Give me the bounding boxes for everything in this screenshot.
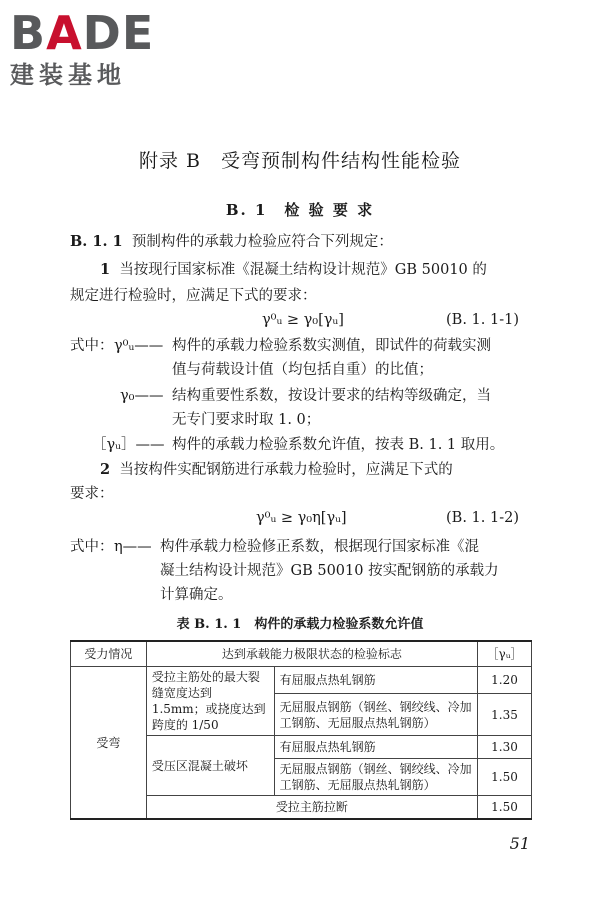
force-case-cell: 受弯 xyxy=(71,667,147,820)
allowed-coefficient-table xyxy=(70,640,532,820)
table-row xyxy=(71,667,532,694)
definition-eta-line2: 凝土结构设计规范》GB 50010 按实配钢筋的承载力 xyxy=(160,563,499,579)
equation-number-2: (B. 1. 1-2) xyxy=(446,510,519,526)
formula-2: γ⁰ᵤ ≥ γ₀η[γᵤ] xyxy=(256,510,347,526)
where2-label: 式中： xyxy=(70,539,114,555)
value-cell: 1.50 xyxy=(478,759,532,796)
definition-gamma-0-line1: 结构重要性系数，按设计要求的结构等级确定，当 xyxy=(172,388,491,404)
brand-logo xyxy=(10,8,180,90)
header-gamma-u: ［γᵤ］ xyxy=(478,641,532,667)
steel-type-cell: 有屈服点热轧钢筋 xyxy=(274,667,477,694)
item1-text: 当按现行国家标准《混凝土结构设计规范》GB 50010 的 xyxy=(119,262,487,278)
where1-label: 式中： xyxy=(70,338,114,354)
item2-line1 xyxy=(100,460,453,480)
header-force-case: 受力情况 xyxy=(71,641,147,667)
steel-type-cell: 无屈服点钢筋（钢丝、钢绞线、冷加工钢筋、无屈服点热轧钢筋） xyxy=(274,694,477,736)
value-cell: 1.35 xyxy=(478,694,532,736)
steel-type-cell: 无屈服点钢筋（钢丝、钢绞线、冷加工钢筋、无屈服点热轧钢筋） xyxy=(274,759,477,796)
page-number: 51 xyxy=(509,834,530,853)
value-cell: 1.20 xyxy=(478,667,532,694)
logo-subtitle: 建装基地 xyxy=(10,61,126,89)
item1-line1 xyxy=(100,260,487,280)
symbol-gamma-u-allowed: ［γᵤ］—— xyxy=(92,437,165,453)
definition-gamma-u-allowed: 构件的承载力检验系数允许值，按表 B. 1. 1 取用。 xyxy=(172,437,505,453)
crack-or-deflection-mark: 受拉主筋处的最大裂缝宽度达到 1.5mm；或挠度达到跨度的 1/50 xyxy=(146,667,274,736)
definition-gamma-0-line2: 无专门要求时取 1. 0； xyxy=(172,412,321,428)
definition-eta-line1: 构件承载力检验修正系数，根据现行国家标准《混 xyxy=(160,539,479,555)
appendix-title: 附录 B 受弯预制构件结构性能检验 xyxy=(138,150,461,172)
item2-number: 2 xyxy=(100,461,111,478)
rebar-rupture-mark: 受拉主筋拉断 xyxy=(146,796,477,820)
symbol-gamma-u0: γ⁰ᵤ—— xyxy=(114,338,164,354)
table-header-row xyxy=(71,641,532,667)
symbol-gamma-0: γ₀—— xyxy=(120,388,164,404)
symbol-eta: η—— xyxy=(114,539,152,555)
clause-line xyxy=(70,232,393,252)
item1-number: 1 xyxy=(100,261,111,278)
equation-number-1: (B. 1. 1-1) xyxy=(446,312,519,328)
table-title: 表 B. 1. 1 构件的承载力检验系数允许值 xyxy=(176,617,424,632)
item2-text: 当按构件实配钢筋进行承载力检验时，应满足下式的 xyxy=(119,462,453,478)
value-cell: 1.30 xyxy=(478,736,532,759)
clause-number: B. 1. 1 xyxy=(70,233,123,250)
value-cell: 1.50 xyxy=(478,796,532,820)
section-title: B. 1 检 验 要 求 xyxy=(225,201,375,219)
item1-line2: 规定进行检验时，应满足下式的要求： xyxy=(70,288,317,304)
definition-gamma-u0-line1: 构件的承载力检验系数实测值，即试件的荷载实测 xyxy=(172,338,491,354)
item2-line2: 要求： xyxy=(70,486,114,502)
formula-1: γ⁰ᵤ ≥ γ₀[γᵤ] xyxy=(262,312,344,328)
definition-eta-line3: 计算确定。 xyxy=(160,587,233,603)
compression-zone-mark: 受压区混凝土破坏 xyxy=(146,736,274,796)
steel-type-cell: 有屈服点热轧钢筋 xyxy=(274,736,477,759)
definition-gamma-u0-line2: 值与荷载设计值（均包括自重）的比值； xyxy=(172,362,433,378)
clause-text: 预制构件的承载力检验应符合下列规定： xyxy=(131,234,393,250)
logo-wordmark: BADE xyxy=(10,6,155,60)
header-limit-state-mark: 达到承载能力极限状态的检验标志 xyxy=(146,641,477,667)
